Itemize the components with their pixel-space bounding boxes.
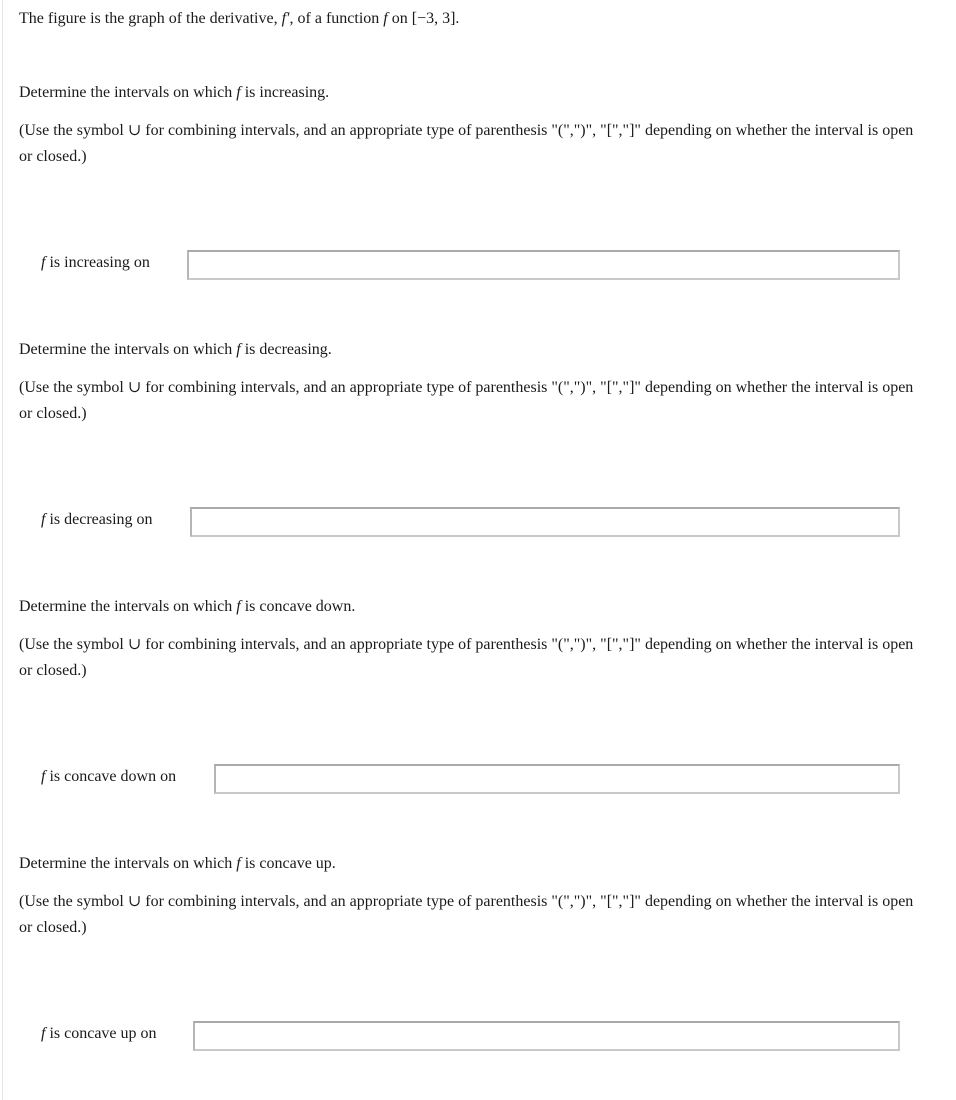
- prompt-suffix: is decreasing.: [240, 341, 332, 358]
- prompt-suffix: is concave down.: [240, 598, 356, 615]
- f-symbol: f: [236, 598, 241, 615]
- intro-on: on: [387, 10, 412, 27]
- domain-interval: [−3, 3]: [411, 10, 456, 27]
- question-prompt-concave-down: [19, 598, 355, 616]
- answer-label-text: is increasing on: [45, 254, 150, 271]
- f-symbol: f: [383, 10, 388, 27]
- answer-label: [41, 768, 176, 786]
- increasing-answer-input[interactable]: [187, 250, 900, 280]
- f-symbol: f: [236, 855, 241, 872]
- prompt-prefix: Determine the intervals on which: [19, 855, 237, 872]
- intro-prefix: The figure is the graph of the derivative,: [19, 10, 282, 27]
- answer-label-text: is concave up on: [45, 1025, 157, 1042]
- instruction-note: (Use the symbol ∪ for combining intervals, and an appropriate type of parenthesis "(",")", "[","]" depending on whether the interval is open or closed.): [19, 379, 914, 422]
- f-symbol: f: [41, 1025, 46, 1042]
- prompt-suffix: is increasing.: [240, 84, 330, 101]
- answer-label-text: is concave down on: [45, 768, 177, 785]
- instruction-note: (Use the symbol ∪ for combining intervals, and an appropriate type of parenthesis "(",")", "[","]" depending on whether the interval is open or closed.): [19, 122, 914, 165]
- f-symbol: f: [41, 511, 46, 528]
- intro-middle: , of a function: [289, 10, 384, 27]
- decreasing-answer-input[interactable]: [190, 507, 900, 537]
- f-prime-symbol: f′: [281, 10, 290, 27]
- question-prompt-decreasing: [19, 341, 332, 359]
- answer-label: [41, 511, 153, 529]
- f-symbol: f: [236, 84, 241, 101]
- f-symbol: f: [41, 254, 46, 271]
- prompt-prefix: Determine the intervals on which: [19, 84, 237, 101]
- answer-label: [41, 254, 150, 272]
- f-symbol: f: [41, 768, 46, 785]
- prompt-suffix: is concave up.: [240, 855, 336, 872]
- prompt-prefix: Determine the intervals on which: [19, 341, 237, 358]
- left-border: [2, 0, 3, 1100]
- instruction-note: (Use the symbol ∪ for combining intervals, and an appropriate type of parenthesis "(",")", "[","]" depending on whether the interval is open or closed.): [19, 636, 914, 679]
- f-symbol: f: [236, 341, 241, 358]
- instruction-note: (Use the symbol ∪ for combining intervals, and an appropriate type of parenthesis "(",")", "[","]" depending on whether the interval is open or closed.): [19, 893, 914, 936]
- question-prompt-increasing: [19, 84, 329, 102]
- answer-label: [41, 1025, 157, 1043]
- intro-end: .: [455, 10, 460, 27]
- prompt-prefix: Determine the intervals on which: [19, 598, 237, 615]
- problem-statement: [19, 10, 459, 28]
- answer-label-text: is decreasing on: [45, 511, 153, 528]
- question-prompt-concave-up: [19, 855, 336, 873]
- concave-down-answer-input[interactable]: [214, 764, 900, 794]
- concave-up-answer-input[interactable]: [193, 1021, 900, 1051]
